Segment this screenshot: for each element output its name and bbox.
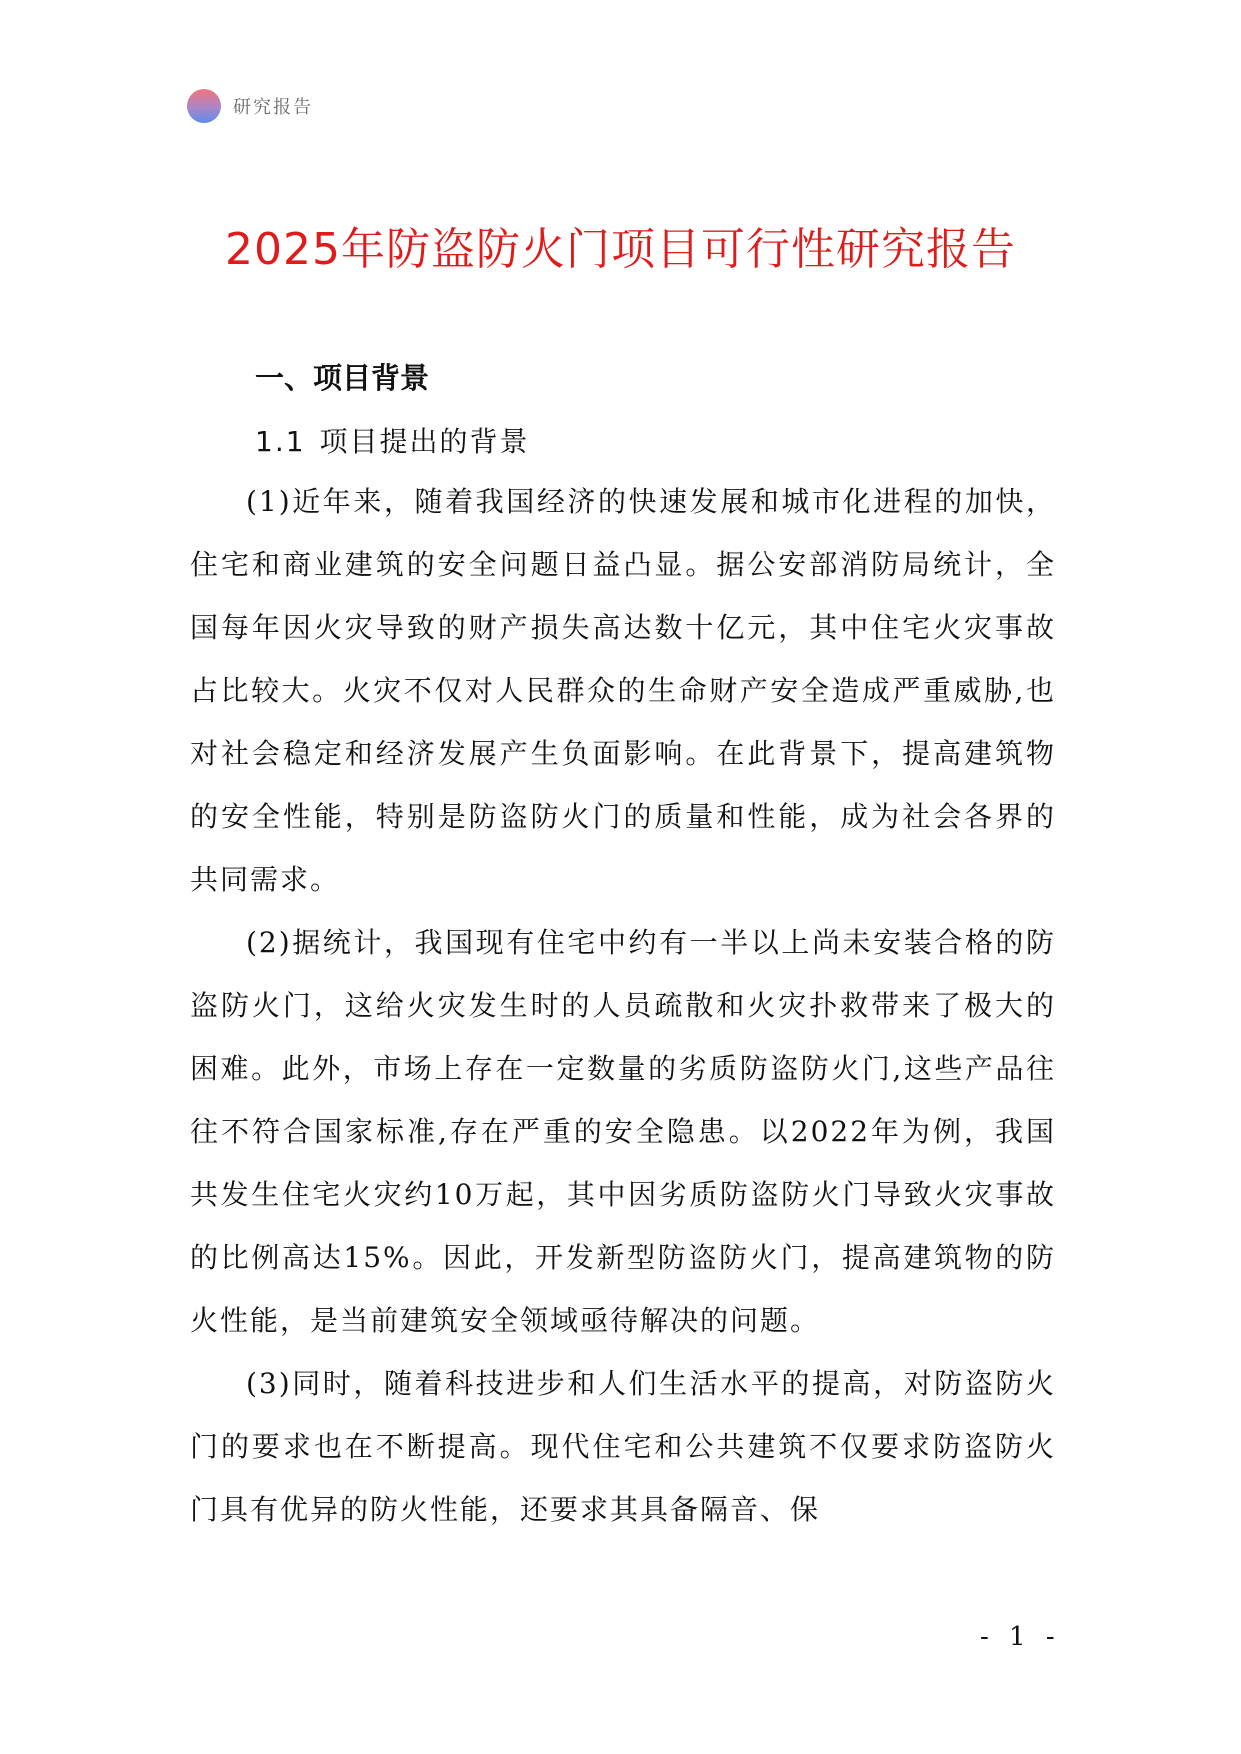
- section-heading: 一、项目背景: [255, 361, 430, 395]
- report-logo-icon: [187, 89, 221, 123]
- subsection-number: 1.1: [255, 425, 306, 458]
- subsection-heading: [255, 422, 530, 462]
- paragraph-3: (3)同时，随着科技进步和人们生活水平的提高，对防盗防火门的要求也在不断提高。现代住宅和公共建筑不仅要求防盗防火门具有优异的防火性能，还要求其具备隔音、保: [190, 1367, 1056, 1526]
- header-label: 研究报告: [233, 97, 313, 118]
- paragraph-1: (1)近年来，随着我国经济的快速发展和城市化进程的加快，住宅和商业建筑的安全问题日益凸显。据公安部消防局统计，全国每年因火灾导致的财产损失高达数十亿元，其中住宅火灾事故占比较大。火灾不仅对人民群众的生命财产安全造成严重威胁,也对社会稳定和经济发展产生负面影响。在此背景下，提高建筑物的安全性能，特别是防盗防火门的质量和性能，成为社会各界的共同需求。: [190, 485, 1056, 896]
- body-text: [190, 470, 1056, 1541]
- document-title: 2025年防盗防火门项目可行性研究报告: [225, 224, 1016, 275]
- page-number: - 1 -: [980, 1622, 1061, 1652]
- page-header: [187, 88, 313, 124]
- paragraph-2: (2)据统计，我国现有住宅中约有一半以上尚未安装合格的防盗防火门，这给火灾发生时的人员疏散和火灾扑救带来了极大的困难。此外，市场上存在一定数量的劣质防盗防火门,这些产品往往不符合国家标准,存在严重的安全隐患。以2022年为例，我国共发生住宅火灾约10万起，其中因劣质防盗防火门导致火灾事故的比例高达15%。因此，开发新型防盗防火门，提高建筑物的防火性能，是当前建筑安全领域亟待解决的问题。: [190, 926, 1056, 1337]
- subsection-title: 项目提出的背景: [319, 425, 530, 458]
